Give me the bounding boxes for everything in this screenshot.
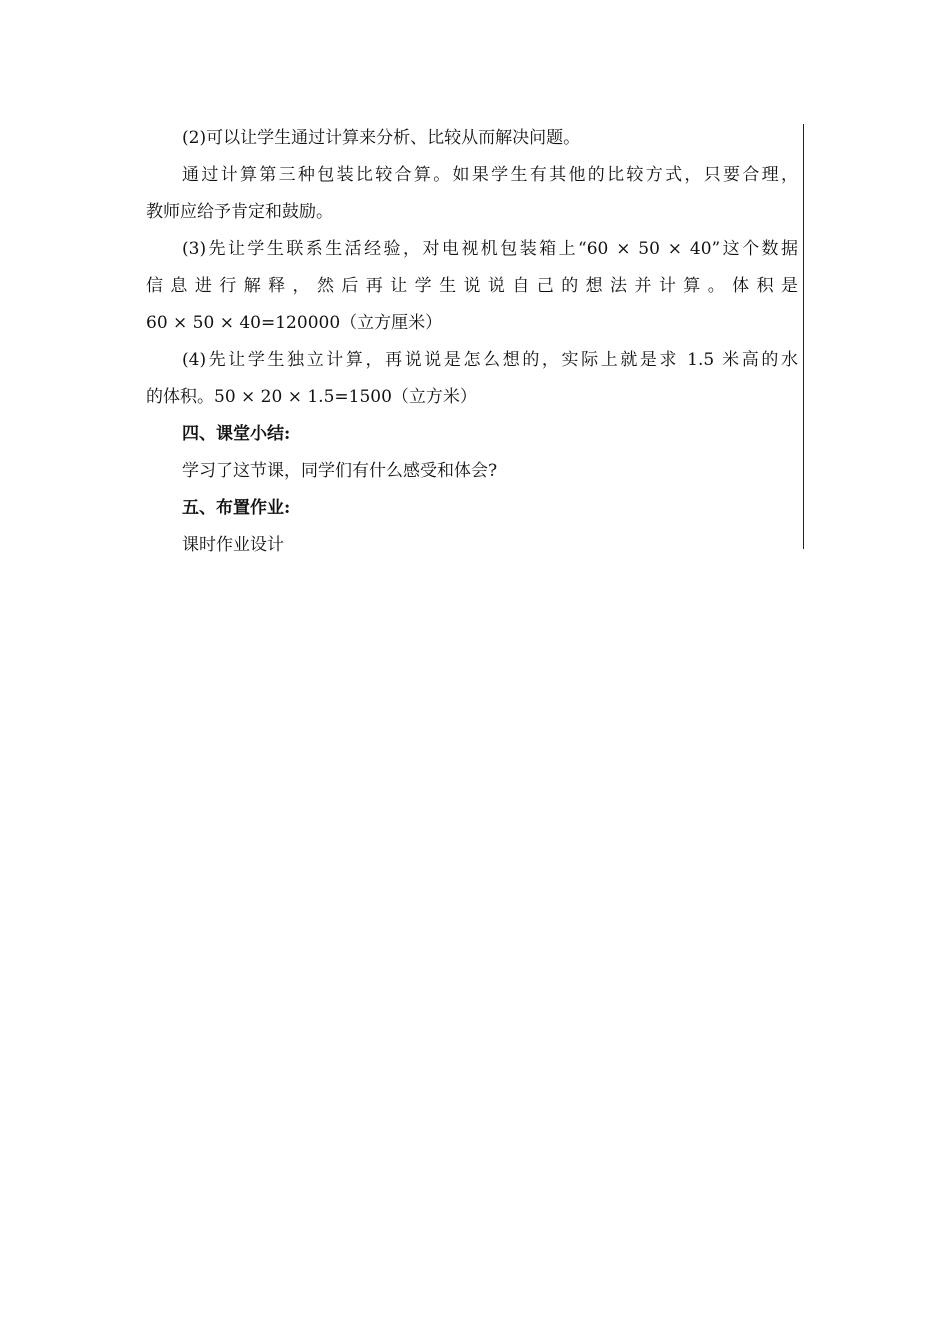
paragraph-line: 的体积。50 × 20 × 1.5=1500（立方米） bbox=[146, 387, 477, 407]
table-border-right bbox=[803, 124, 804, 549]
section-heading-homework: 五、布置作业: bbox=[182, 498, 291, 518]
paragraph-line: 60 × 50 × 40=120000（立方厘米） bbox=[146, 313, 443, 333]
section-text-homework: 课时作业设计 bbox=[182, 535, 284, 555]
document-body bbox=[146, 120, 798, 564]
section-text-summary: 学习了这节课，同学们有什么感受和体会? bbox=[182, 461, 498, 481]
paragraph-line: 通过计算第三种包装比较合算。如果学生有其他的比较方式，只要合理， bbox=[182, 165, 798, 185]
paragraph-step-3: (3)先让学生联系生活经验，对电视机包装箱上“60 × 50 × 40”这个数据 bbox=[182, 239, 798, 259]
section-heading-summary: 四、课堂小结: bbox=[182, 424, 291, 444]
paragraph-line: 教师应给予肯定和鼓励。 bbox=[146, 202, 333, 222]
paragraph-line: 信息进行解释，然后再让学生说说自己的想法并计算。体积是 bbox=[146, 276, 798, 296]
paragraph-step-2: (2)可以让学生通过计算来分析、比较从而解决问题。 bbox=[182, 128, 581, 148]
paragraph-step-4: (4)先让学生独立计算，再说说是怎么想的，实际上就是求 1.5 米高的水 bbox=[182, 350, 798, 370]
